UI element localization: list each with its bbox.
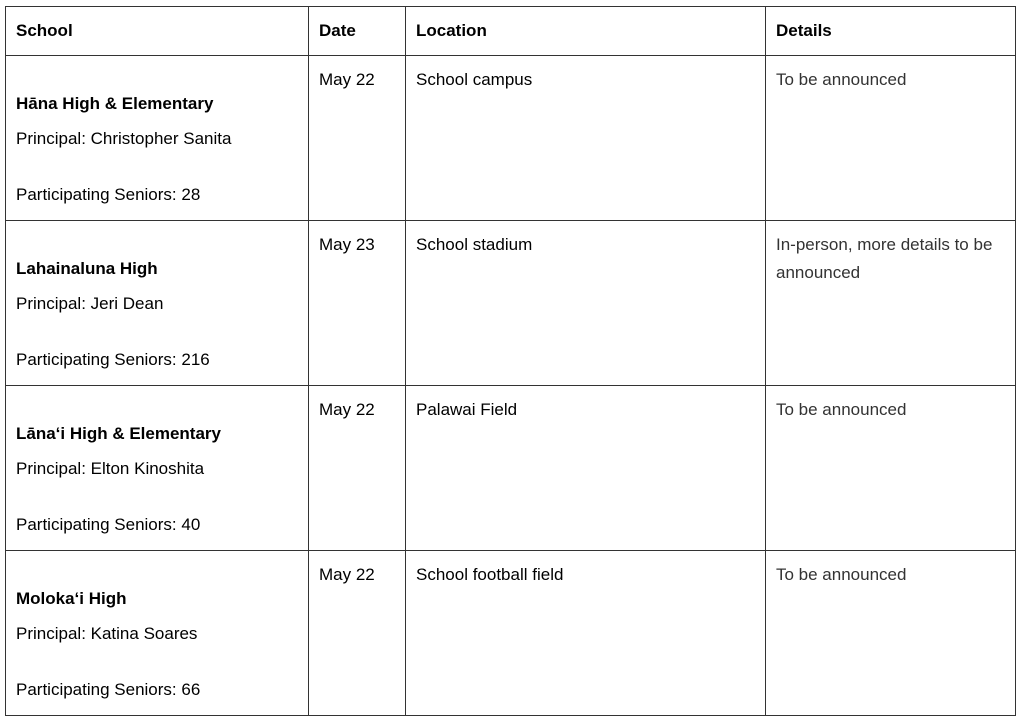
school-name: Hāna High & Elementary	[16, 94, 214, 113]
details-cell: To be announced	[766, 386, 1016, 551]
school-name: Lāna‘i High & Elementary	[16, 424, 221, 443]
date-cell: May 22	[309, 386, 406, 551]
table-row	[6, 221, 1016, 386]
principal-text: Principal: Christopher Sanita	[16, 129, 232, 148]
header-row	[6, 7, 1016, 56]
date-cell: May 22	[309, 56, 406, 221]
seniors-count: Participating Seniors: 28	[16, 185, 201, 204]
school-name: Lahainaluna High	[16, 259, 158, 278]
school-cell	[6, 551, 309, 716]
details-cell: To be announced	[766, 56, 1016, 221]
seniors-count: Participating Seniors: 216	[16, 350, 210, 369]
principal-text: Principal: Jeri Dean	[16, 294, 164, 313]
header-location: Location	[406, 7, 766, 56]
principal-text: Principal: Elton Kinoshita	[16, 459, 205, 478]
table-row	[6, 386, 1016, 551]
principal-text: Principal: Katina Soares	[16, 624, 198, 643]
table-row	[6, 56, 1016, 221]
school-cell	[6, 386, 309, 551]
location-cell: School stadium	[406, 221, 766, 386]
details-cell: In-person, more details to be announced	[766, 221, 1016, 386]
header-details: Details	[766, 7, 1016, 56]
seniors-count: Participating Seniors: 66	[16, 680, 201, 699]
school-cell	[6, 221, 309, 386]
school-cell	[6, 56, 309, 221]
details-cell: To be announced	[766, 551, 1016, 716]
school-name: Moloka‘i High	[16, 589, 127, 608]
graduation-table	[5, 6, 1016, 716]
location-cell: School campus	[406, 56, 766, 221]
seniors-count: Participating Seniors: 40	[16, 515, 201, 534]
table-row	[6, 551, 1016, 716]
date-cell: May 23	[309, 221, 406, 386]
date-cell: May 22	[309, 551, 406, 716]
location-cell: School football field	[406, 551, 766, 716]
header-date: Date	[309, 7, 406, 56]
location-cell: Palawai Field	[406, 386, 766, 551]
header-school: School	[6, 7, 309, 56]
